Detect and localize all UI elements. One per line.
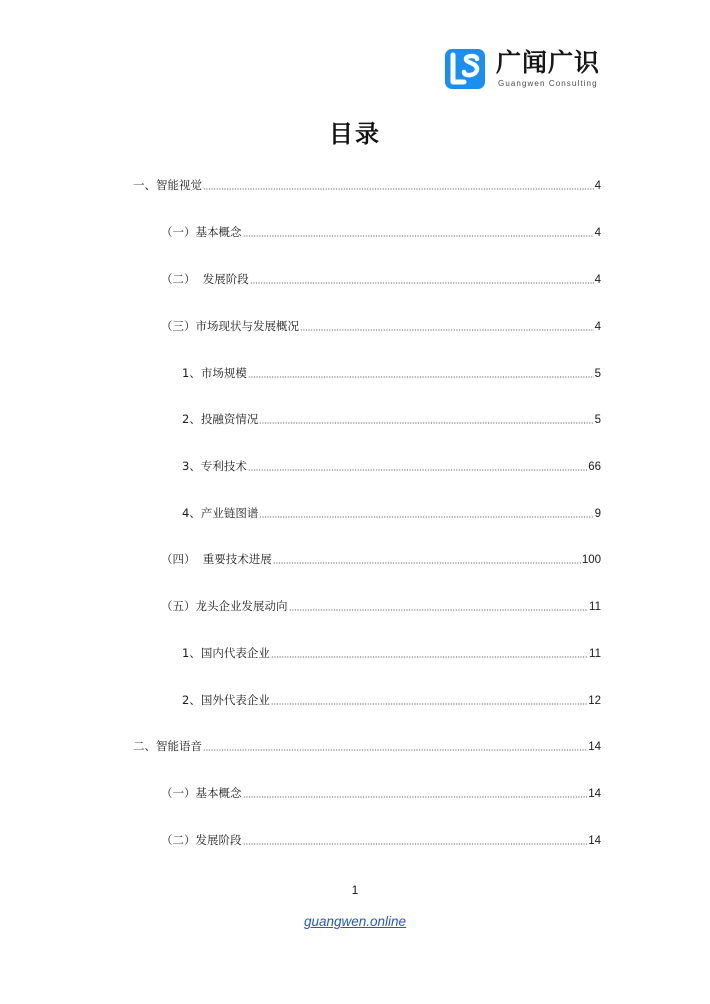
toc-entry-label: （二） 发展阶段: [161, 272, 249, 286]
toc-entry-page: 5: [594, 414, 601, 426]
toc-entry[interactable]: [182, 505, 601, 521]
toc-entry[interactable]: [133, 738, 601, 754]
toc-entry-label: 一、智能视觉: [133, 178, 202, 192]
toc-entry-page: 66: [588, 461, 601, 473]
toc-entry-label: 2、国外代表企业: [182, 693, 270, 707]
toc-entry[interactable]: [161, 271, 601, 287]
toc-dot-leader: [300, 329, 594, 331]
toc-entry-page: 14: [588, 835, 601, 847]
toc-entry-label: （一）基本概念: [161, 786, 242, 800]
toc-entry-page: 4: [594, 321, 601, 333]
footer-website-link[interactable]: guangwen.online: [303, 914, 407, 929]
toc-entry-page: 12: [588, 695, 601, 707]
toc-entry-page: 11: [589, 648, 601, 660]
toc-entry-label: 2、投融资情况: [182, 412, 259, 426]
toc-entry-page: 9: [594, 508, 601, 520]
page-title: 目录: [329, 120, 381, 148]
toc-dot-leader: [273, 562, 581, 564]
toc-entry-page: 14: [588, 788, 601, 800]
toc-dot-leader: [271, 656, 588, 658]
toc-entry[interactable]: [133, 177, 601, 193]
toc-entry-label: 4、产业链图谱: [182, 506, 259, 520]
toc-entry[interactable]: [161, 551, 601, 567]
toc-entry-label: （四） 重要技术进展: [161, 552, 272, 566]
toc-entry-page: 5: [594, 368, 601, 380]
toc-entry[interactable]: [182, 645, 601, 661]
toc-entry-label: （五）龙头企业发展动向: [161, 599, 288, 613]
toc-entry[interactable]: [161, 598, 601, 614]
toc-entry-label: 1、国内代表企业: [182, 646, 270, 660]
brand-name-en: Guangwen Consulting: [498, 79, 598, 88]
toc-dot-leader: [259, 516, 593, 518]
toc-entry-page: 100: [581, 554, 601, 566]
toc-entry-page: 4: [594, 180, 601, 192]
toc-entry[interactable]: [182, 411, 601, 427]
toc-entry-page: 4: [594, 227, 601, 239]
toc-entry-page: 11: [589, 601, 601, 613]
toc-dot-leader: [203, 749, 587, 751]
toc-entry-page: 4: [594, 274, 601, 286]
toc-entry[interactable]: [161, 224, 601, 240]
toc-dot-leader: [289, 609, 589, 611]
toc-entry-label: （二）发展阶段: [161, 833, 242, 847]
toc-entry[interactable]: [182, 692, 601, 708]
toc-dot-leader: [248, 376, 594, 378]
brand-name-cn: 广闻广识: [496, 48, 601, 77]
toc-entry-label: 1、市场规模: [182, 366, 247, 380]
page-number: 1: [351, 883, 359, 897]
toc-entry-page: 14: [588, 741, 601, 753]
toc-entry[interactable]: [161, 785, 601, 801]
toc-entry-label: 二、智能语音: [133, 739, 202, 753]
toc-dot-leader: [243, 843, 588, 845]
toc-entry[interactable]: [161, 318, 601, 334]
toc-dot-leader: [259, 422, 593, 424]
toc-entry[interactable]: [182, 458, 601, 474]
toc-dot-leader: [250, 282, 594, 284]
toc-dot-leader: [243, 796, 588, 798]
toc-dot-leader: [203, 188, 594, 190]
toc-dot-leader: [248, 469, 587, 471]
toc-entry-label: （一）基本概念: [161, 225, 242, 239]
toc-entry[interactable]: [182, 365, 601, 381]
toc-entry[interactable]: [161, 832, 601, 848]
toc-entry-label: 3、专利技术: [182, 459, 247, 473]
toc-dot-leader: [243, 235, 594, 237]
toc-entry-label: （三）市场现状与发展概况: [161, 319, 299, 333]
toc-dot-leader: [271, 703, 587, 705]
